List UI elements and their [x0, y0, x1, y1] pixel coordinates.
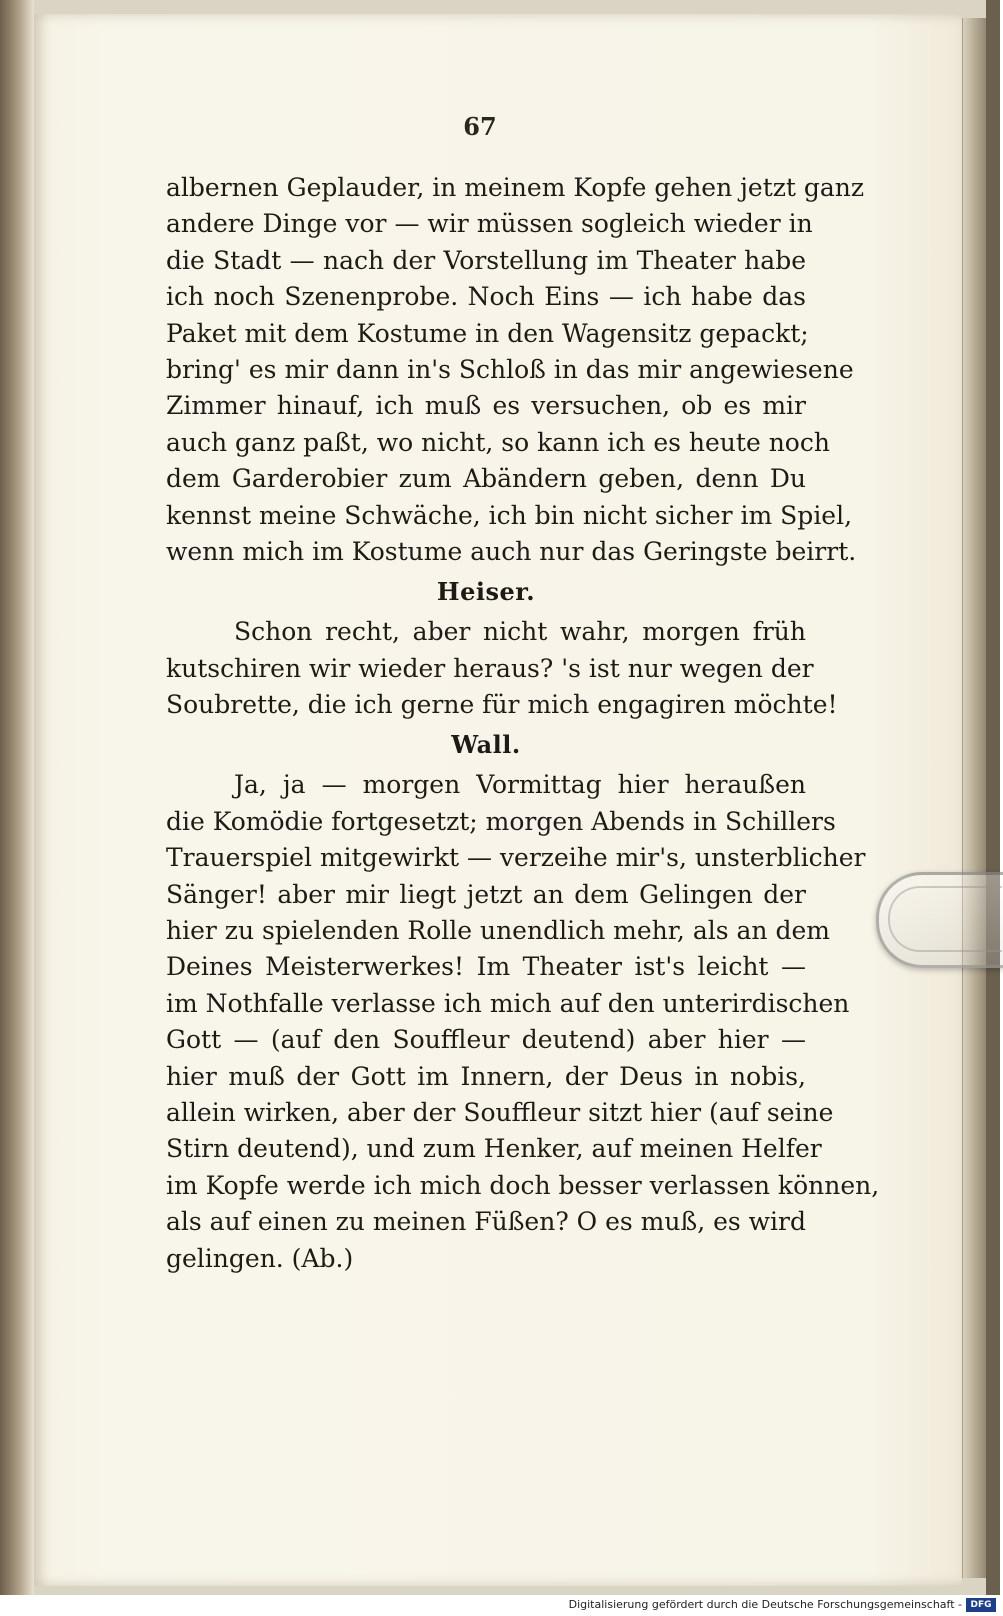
text-line: Soubrette, die ich gerne für mich engagiren möchte! [166, 690, 838, 720]
page-text [166, 170, 880, 1277]
dfg-logo: DFG [966, 1598, 996, 1612]
footer-bar [0, 1595, 1000, 1616]
footer-credit: Digitalisierung gefördert durch die Deutsche Forschungsgemeinschaft - [568, 1598, 962, 1611]
text-line: ich noch Szenenprobe. Noch Eins — ich habe das [166, 282, 806, 312]
text-line: andere Dinge vor — wir müssen sogleich wieder in [166, 209, 813, 239]
text-line: kennst meine Schwäche, ich bin nicht sicher im Spiel, [166, 500, 853, 530]
text-line: Zimmer hinauf, ich muß es versuchen, ob es mir [166, 391, 806, 421]
text-line: Stirn deutend), und zum Henker, auf meinen Helfer [166, 1134, 822, 1164]
paragraph-wall [166, 767, 880, 1276]
text-line: kutschiren wir wieder heraus? 's ist nur wegen der [166, 653, 814, 683]
page-stack-edge [962, 18, 987, 1578]
page-number: 67 [463, 112, 497, 141]
text-line: Sänger! aber mir liegt jetzt an dem Gelingen der [166, 879, 806, 909]
paragraph-continuation [166, 170, 865, 570]
text-line: Gott — (auf den Souffleur deutend) aber hier — [166, 1025, 806, 1055]
text-line: albernen Geplauder, in meinem Kopfe gehen jetzt ganz [166, 173, 865, 202]
book-cover-edge [986, 0, 1000, 1595]
text-line: als auf einen zu meinen Füßen? O es muß, es wird [166, 1207, 807, 1237]
text-line: hier zu spielenden Rolle unendlich mehr, als an dem [166, 916, 830, 946]
text-line: allein wirken, aber der Souffleur sitzt hier (auf seine [166, 1097, 834, 1127]
text-line: die Komödie fortgesetzt; morgen Abends in Schillers [166, 806, 836, 836]
page-clip-inner [888, 886, 1002, 952]
paragraph-heiser [166, 614, 838, 723]
speaker-name-heiser: Heiser. [436, 577, 536, 607]
text-line: im Nothfalle verlasse ich mich auf den unterirdischen [166, 988, 850, 1018]
text-line: die Stadt — nach der Vorstellung im Theater habe [166, 245, 806, 275]
text-line: auch ganz paßt, wo nicht, so kann ich es heute noch [166, 427, 830, 457]
text-line: Deines Meisterwerkes! Im Theater ist's leicht — [166, 952, 806, 982]
text-line: Paket mit dem Kostume in den Wagensitz gepackt; [166, 318, 809, 348]
speaker-name-wall: Wall. [451, 730, 521, 760]
text-line: Ja, ja — morgen Vormittag hier heraußen [234, 770, 806, 800]
text-line: im Kopfe werde ich mich doch besser verlassen können, [166, 1170, 880, 1200]
text-line: hier muß der Gott im Innern, der Deus in nobis, [166, 1061, 806, 1091]
text-line: bring' es mir dann in's Schloß in das mir angewiesene [166, 354, 854, 384]
text-line: gelingen. (Ab.) [166, 1243, 354, 1273]
book-binding-edge [0, 0, 34, 1595]
text-line: dem Garderobier zum Abändern geben, denn Du [166, 464, 806, 494]
text-line: wenn mich im Kostume auch nur das Geringste beirrt. [166, 536, 857, 566]
text-line: Trauerspiel mitgewirkt — verzeihe mir's, unsterblicher [166, 843, 866, 873]
text-line: Schon recht, aber nicht wahr, morgen früh [234, 617, 806, 647]
